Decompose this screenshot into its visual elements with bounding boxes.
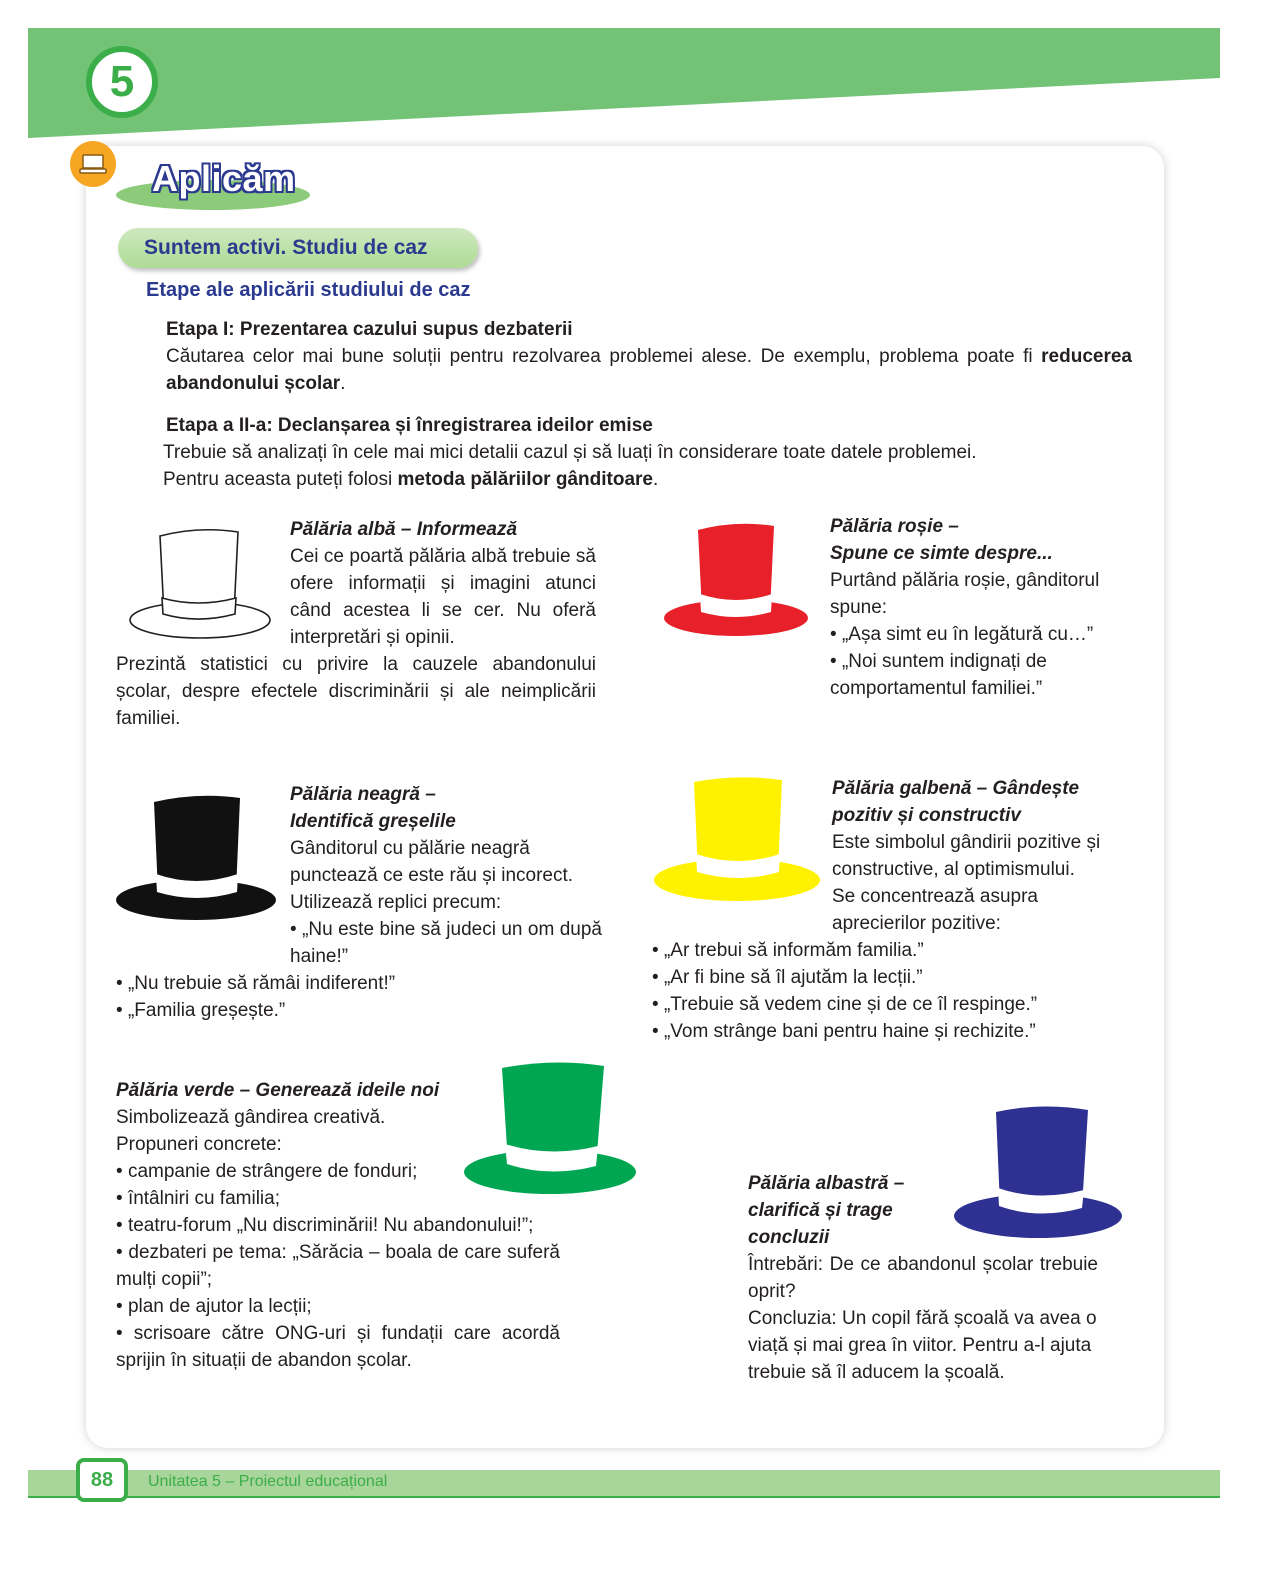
pill-title: Suntem activi. Studiu de caz bbox=[144, 236, 428, 259]
yellow-hat-bullet-4: „Vom strânge bani pentru haine și rechizite.” bbox=[663, 1021, 1036, 1042]
page-number-box bbox=[76, 1458, 128, 1502]
unit-number-badge bbox=[86, 46, 158, 118]
green-hat-bullet-5: plan de ajutor la lecții; bbox=[127, 1296, 312, 1317]
list-item: • „Familia greșește.” bbox=[116, 1000, 286, 1021]
black-hat-title1: Pălăria neagră – bbox=[290, 784, 436, 805]
white-hat-text: Cei ce poartă pălăria albă trebuie să ofere informații și imagini atunci când acestea li se cer. Nu oferă interpretări și opinii. bbox=[290, 546, 596, 648]
yellow-hat-text2: Se concentrează asupra aprecierilor pozitive: bbox=[832, 886, 1038, 934]
list-item: • „Vom strânge bani pentru haine și rechizite.” bbox=[652, 1021, 1036, 1042]
black-hat-title2: Identifică greșelile bbox=[290, 811, 456, 832]
black-hat-bullet-1-text: „Nu este bine să judeci un om după haine!” bbox=[290, 919, 602, 967]
list-item: • scrisoare către ONG-uri și fundații care acordă sprijin în situații de abandon școlar. bbox=[116, 1323, 560, 1371]
list-item: • plan de ajutor la lecții; bbox=[116, 1296, 312, 1317]
white-hat-title: Pălăria albă – Informează bbox=[290, 519, 518, 540]
stage1-text-before: Căutarea celor mai bune soluții pentru rezolvarea problemei alese. De exemplu, problema poate fi bbox=[166, 346, 1042, 367]
section-title: Aplicăm bbox=[152, 158, 296, 199]
green-hat-bullet-4: dezbateri pe tema: „Sărăcia – boala de care suferă mulți copii”; bbox=[116, 1242, 560, 1290]
list-item: • „Trebuie să vedem cine și de ce îl respinge.” bbox=[652, 994, 1038, 1015]
stage1-text-bold: reducerea abandonului școlar bbox=[166, 346, 1132, 394]
stage2-title: Etapa a II-a: Declanșarea și înregistrarea ideilor emise bbox=[166, 415, 653, 436]
stage2-line1: Trebuie să analizați în cele mai mici detalii cazul și să luați în considerare toate datele problemei. bbox=[163, 442, 977, 463]
yellow-hat-title2: pozitiv și constructiv bbox=[832, 805, 1021, 826]
laptop-icon bbox=[70, 141, 116, 187]
green-hat-title: Pălăria verde – Generează ideile noi bbox=[116, 1080, 440, 1101]
stage1-title: Etapa I: Prezentarea cazului supus dezbaterii bbox=[166, 319, 573, 340]
case-study-pill bbox=[118, 228, 478, 268]
stage1-text bbox=[166, 343, 1132, 397]
black-hat-bullets bbox=[116, 970, 602, 1024]
page-number: 88 bbox=[90, 1468, 114, 1491]
blue-hat-icon bbox=[952, 1102, 1126, 1242]
green-hat-bullets bbox=[116, 1158, 560, 1374]
list-item: • „Ar fi bine să îl ajutăm la lecții.” bbox=[652, 967, 923, 988]
white-hat-text2: Prezintă statistici cu privire la cauzele abandonului școlar, despre efectele discriminării și ale neimplicării familiei. bbox=[116, 654, 596, 729]
blue-hat-questions: Întrebări: De ce abandonul școlar trebuie oprit? bbox=[748, 1254, 1098, 1302]
yellow-hat-bullet-2: „Ar fi bine să îl ajutăm la lecții.” bbox=[663, 967, 923, 988]
yellow-hat-icon bbox=[652, 774, 822, 904]
red-hat-text: Purtând pălăria roșie, gânditorul spune: bbox=[830, 570, 1100, 618]
red-hat-bullets bbox=[830, 621, 1134, 702]
yellow-hat-bullets bbox=[652, 937, 1142, 1045]
top-banner bbox=[28, 28, 1220, 138]
black-hat-text2: Utilizează replici precum: bbox=[290, 892, 502, 913]
red-hat-title1: Pălăria roșie – bbox=[830, 516, 959, 537]
list-item: • dezbateri pe tema: „Sărăcia – boala de care suferă mulți copii”; bbox=[116, 1242, 560, 1290]
green-hat-bullet-1: campanie de strângere de fonduri; bbox=[127, 1161, 418, 1182]
list-item: • „Ar trebui să informăm familia.” bbox=[652, 940, 924, 961]
black-hat-bullet-3: „Familia greșește.” bbox=[127, 1000, 286, 1021]
stage1-text-after: . bbox=[340, 373, 346, 394]
list-item: • întâlniri cu familia; bbox=[116, 1188, 280, 1209]
list-item: • „Noi suntem indignați de comportamentul familiei.” bbox=[830, 651, 1047, 699]
black-hat-bullet-1: • „Nu este bine să judeci un om după haine!” bbox=[290, 919, 602, 967]
green-hat-bullet-2: întâlniri cu familia; bbox=[127, 1188, 280, 1209]
blue-hat-title1: Pălăria albastră – bbox=[748, 1173, 905, 1194]
footer-unit-text: Unitatea 5 – Proiectul educațional bbox=[148, 1473, 388, 1490]
blue-hat-title2: clarifică și trage bbox=[748, 1200, 893, 1221]
white-hat-icon bbox=[128, 526, 274, 640]
stage2-line2-bold: metoda pălăriilor gânditoare bbox=[397, 469, 653, 490]
blue-hat-title3: concluzii bbox=[748, 1227, 830, 1248]
yellow-hat-title1: Pălăria galbenă – Gândește bbox=[832, 778, 1080, 799]
stage2-line2-before: Pentru aceasta puteți folosi bbox=[163, 469, 398, 490]
green-hat-text2: Propuneri concrete: bbox=[116, 1134, 282, 1155]
black-hat-icon bbox=[114, 792, 278, 922]
black-hat-bullet-2: „Nu trebuie să rămâi indiferent!” bbox=[127, 973, 396, 994]
stages-subtitle: Etape ale aplicării studiului de caz bbox=[146, 279, 471, 301]
list-item: • „Nu trebuie să rămâi indiferent!” bbox=[116, 973, 396, 994]
green-hat-text: Simbolizează gândirea creativă. bbox=[116, 1107, 386, 1128]
red-hat-icon bbox=[662, 520, 810, 638]
black-hat-text: Gânditorul cu pălărie neagră punctează ce este rău și incorect. bbox=[290, 838, 574, 886]
green-hat-bullet-3: teatru-forum „Nu discriminării! Nu abandonului!”; bbox=[127, 1215, 534, 1236]
green-hat-bullet-6: scrisoare către ONG-uri și fundații care acordă sprijin în situații de abandon școlar. bbox=[116, 1323, 560, 1371]
list-item: • „Așa simt eu în legătură cu…” bbox=[830, 624, 1094, 645]
stage2-line2-after: . bbox=[652, 469, 659, 490]
yellow-hat-bullet-1: „Ar trebui să informăm familia.” bbox=[663, 940, 924, 961]
yellow-hat-bullet-3: „Trebuie să vedem cine și de ce îl respinge.” bbox=[663, 994, 1038, 1015]
red-hat-bullet-1: „Așa simt eu în legătură cu…” bbox=[841, 624, 1094, 645]
unit-number: 5 bbox=[109, 57, 135, 106]
red-hat-title2: Spune ce simte despre... bbox=[830, 543, 1053, 564]
yellow-hat-text: Este simbolul gândirii pozitive și constructive, al optimismului. bbox=[832, 832, 1101, 880]
stage2-line2 bbox=[163, 466, 1143, 493]
footer-line bbox=[28, 1496, 1220, 1498]
red-hat-bullet-2: „Noi suntem indignați de comportamentul familiei.” bbox=[830, 651, 1047, 699]
blue-hat-conclusion: Concluzia: Un copil fără școală va avea o viață și mai grea în viitor. Pentru a-l ajuta trebuie să îl aducem la școală. bbox=[748, 1308, 1097, 1383]
list-item: • teatru-forum „Nu discriminării! Nu abandonului!”; bbox=[116, 1215, 534, 1236]
list-item: • campanie de strângere de fonduri; bbox=[116, 1161, 418, 1182]
